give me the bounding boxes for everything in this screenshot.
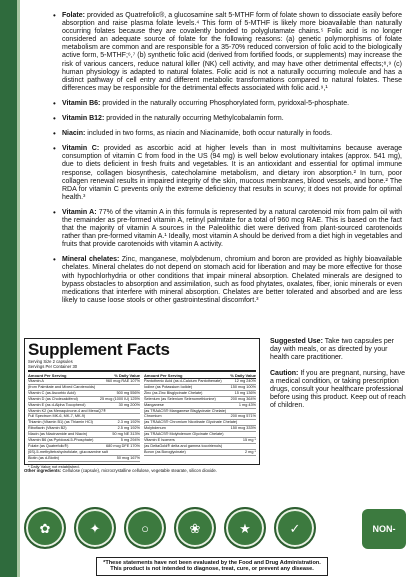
bullet-folate — [62, 12, 402, 93]
usage-notes — [270, 338, 406, 418]
dv-header: % Daily Value — [114, 373, 140, 378]
nutrient-label: Vitamin K2 (as Menaquinone-4 and MenaQ7® — [28, 408, 106, 413]
amount-header: Amount Per Serving — [144, 373, 183, 378]
nutrient-amount: 200 mcg 364% — [230, 396, 256, 401]
fda-disclaimer — [96, 557, 328, 576]
allergen-free-badge-icon: ★ — [224, 507, 266, 549]
bullet-name: Vitamin C: — [62, 145, 100, 153]
supplement-facts-row — [144, 450, 256, 456]
nutrient-amount: 50 mg NE 313% — [112, 432, 140, 437]
nutrient-label: Biotin (as d-Biotin) — [28, 455, 60, 460]
serving-size: Serving Size 2 capsules — [28, 359, 73, 364]
bullet-text: provided as Quatrefolic®, a glucosamine salt 5-MTHF form of folate shown to dissociate easily before absorption and raise plasma folate levels.⁴ This form of 5-MTHF is likely more bioavailable than naturally occurring folates because they are covalently bonded to polyglutamate chains.⁵ Folic acid is no longer considered an adequate source of folate for the following reasons: (a) genetic polymorphisms of folate metabolism are common and are responsible for a 35-70% reduced conversion of folic acid to the biologically active form, 5-MTHF;⁶,⁷ (b) synthetic folic acid (derived from fortified foods, or supplements) may increase the risk of various cancers, reduce natural killer (NK) cell activity, and may have other detrimental effects;⁸,⁹ (c) human physiology is adapted to natural folates. Folic acid is not a naturally occurring molecule and has a distinct pathway of cell entry and different metabolic transformations compared to natural folates. These differences may be responsible for the detrimental effects associated with folic acid.⁹,¹ — [62, 12, 402, 92]
left-green-bar-accent — [17, 0, 20, 577]
amount-header: Amount Per Serving — [28, 373, 67, 378]
nutrient-label: Iodine (as Potassium Iodide) — [144, 384, 193, 389]
bullet-text: included in two forms, as niacin and Niacinamide, both occur naturally in foods. — [85, 130, 333, 138]
non-gmo-badge: NON-GMO — [362, 509, 406, 549]
quality-badge-icon: ✓ — [274, 507, 316, 549]
bullet-text: 77% of the vitamin A in this formula is represented by a natural carotenoid mix from palm oil with the remainder as pre-formed vitamin A, retinyl palmitate for a total of 960 mcg RAE. This is based on the fact that the majority of vitamin A sources in the Paleolithic diet were derived from plant-sourced carotenoids rather than pre-formed vitamin A.¹ Ideally, most vitamin A should be derived from a diet high in vegetables and fruits that provide carotenoids with vitamin A activity. — [62, 208, 402, 249]
bullet-vitamin-c — [62, 145, 402, 202]
bullet-vitamin-b6 — [62, 100, 402, 108]
nutrient-label: (as TRAACS® Manganese Bisglycinate Chelate) — [144, 408, 227, 413]
nutrient-amount: 2.3 mg 192% — [117, 420, 140, 425]
nutrient-label: Vitamin D (as Cholecalciferol) — [28, 396, 78, 401]
supplement-facts-row — [28, 456, 140, 462]
supplement-facts-panel — [24, 338, 260, 469]
other-ingredients — [24, 468, 262, 474]
other-ingredients-text: Cellulose (capsule), microcrystalline cellulose, vegetable stearate, silicon dioxide. — [61, 468, 217, 473]
nutrient-amount: 680 mcg DFE 170% — [106, 443, 140, 448]
bullet-text: Zinc, manganese, molybdenum, chromium and boron are provided as highly bioavailable chelates. Mineral chelates do not depend on stomach acid for liberation and may be more effective for those with hypochlorhydria or other conditions that impair mineral absorption. Chelated minerals are designed to bypass obstacles to absorption and assimilation, such as food phytates, oxalates, fiber, ionic minerals or even medications that interfere with mineral absorption. Chelates are better tolerated and absorbed and are less likely to cause loose stools or other gastrointestinal discomfort.³ — [62, 256, 402, 304]
daily-value-footnote: * Daily Value not established. — [28, 463, 80, 469]
dairy-free-badge-icon: ○ — [124, 507, 166, 549]
nutrient-label: Vitamin B6 (as Pyridoxal-5-Phosphate) — [28, 438, 94, 443]
caution-text: If you are pregnant, nursing, have a medical condition, or taking prescription drugs, consult your healthcare professional before using this product. Keep out of reach of children. — [270, 369, 406, 410]
bullet-mineral-chelates — [62, 256, 402, 305]
nutrient-amount: 30 mg 200% — [118, 402, 140, 407]
supplement-facts-columns — [28, 373, 256, 462]
nutrient-label: (from Palmitate and Mixed Carotenoids) — [28, 384, 96, 389]
bullet-name: Vitamin B6: — [62, 99, 101, 107]
nutrient-amount: 960 mcg RAE 107% — [105, 379, 140, 383]
nutrient-label: Vitamin E (as d-Alpha Tocopherol) — [28, 402, 86, 407]
nutrient-amount: 500 mg 556% — [116, 390, 140, 395]
caution-label: Caution: — [270, 369, 299, 377]
servings-per-container: Servings Per Container 30 — [28, 364, 78, 369]
nutrient-label: Boron (as Boroglycinate) — [144, 449, 186, 454]
bullet-text: provided as ascorbic acid at higher levels than in most multivitamins because average consumption of vitamin C from food in the US (94 mg) is well below evolutionary intakes (approx. 541 mg), due to diets deficient in fresh fruits and vegetables. It is an antioxidant and essential for optimal immune response, collagen biosynthesis, catecholamine metabolism, and dietary iron absorption.² In turn, poor collagen renewal results in impaired integrity of the skin, mucous membranes, blood vessels, and bone.² The RDA for vitamin C prevents only the extreme deficiency that results in scurvy; it does not provide for optimal health.³ — [62, 145, 402, 201]
nutrient-amount: 200 mcg 571% — [230, 414, 256, 419]
gluten-free-badge-icon: ✦ — [74, 507, 116, 549]
nutrient-amount: 1 mg 43% — [238, 402, 256, 407]
suggested-use-label: Suggested Use: — [270, 338, 323, 345]
bullet-name: Mineral chelates: — [62, 256, 120, 264]
vegetarian-badge-icon: ✿ — [24, 507, 66, 549]
nutrient-label: Selenium (as Selenium Selenomethionine) — [144, 396, 216, 401]
nutrient-label: Niacin (as Niacinamide and Niacin) — [28, 432, 88, 437]
nutrient-label: Vitamin A — [28, 379, 44, 383]
supplement-facts-title: Supplement Facts — [28, 340, 170, 359]
nutrient-amount: 5 mg 294% — [120, 438, 140, 443]
nutrient-amount: 2.5 mg 192% — [117, 426, 140, 431]
bullet-vitamin-a — [62, 209, 402, 249]
nutrient-label: Chromium — [144, 414, 162, 419]
nutrient-label: Full Spectrum MK-6, MK-7, MK-9) — [28, 414, 86, 419]
left-green-bar — [0, 0, 17, 577]
disclaimer-line-1: *These statements have not been evaluated by the Food and Drug Administration. — [103, 560, 321, 566]
serving-info — [28, 359, 256, 372]
nutrient-label: Zinc (as Zinc Bisglycinate Chelate) — [144, 390, 203, 395]
bullet-name: Vitamin B12: — [62, 115, 105, 123]
bullet-text: provided in the naturally occurring Methylcobalamin form. — [104, 115, 284, 123]
dv-header: % Daily Value — [230, 373, 256, 378]
suggested-use-text: Take two capsules per day with meals, or as directed by your health care practitioner. — [270, 338, 394, 362]
suggested-use — [270, 338, 406, 363]
other-ingredients-label: Other ingredients: — [24, 468, 62, 473]
nutrient-amount: 150 mcg 333% — [230, 426, 256, 431]
nutrient-label: Thiamin (Vitamin B1) (as Thiamin HCl) — [28, 420, 93, 425]
nutrient-label: Vitamin E Isomers — [144, 438, 175, 443]
bullet-name: Vitamin A: — [62, 208, 97, 216]
nutrient-amount: 12 mg 240% — [234, 379, 256, 383]
nutrient-label: Riboflavin (Vitamin B2) — [28, 426, 67, 431]
bullet-name: Niacin: — [62, 130, 86, 138]
supplement-facts-left-column — [28, 373, 140, 462]
nutrient-amount: 15 mg 136% — [234, 390, 256, 395]
bullet-vitamin-b12 — [62, 115, 402, 123]
nutrient-label: Vitamin C (as Ascorbic Acid) — [28, 390, 76, 395]
nutrient-amount: 50 mcg 167% — [116, 455, 140, 460]
bullet-name: Folate: — [62, 12, 85, 19]
nutrient-label: (as DeltaGold® delta and gamma tocotrienols) — [144, 443, 223, 448]
bullet-niacin — [62, 130, 402, 138]
nutrient-label: Pantothenic Acid (as d-Calcium Pantothenate) — [144, 379, 222, 383]
soy-free-badge-icon: ❀ — [174, 507, 216, 549]
nutrient-label: (as TRAACS® Molybdenum Glycinate Chelate) — [144, 432, 224, 437]
nutrient-label: (6S)-5-methyltetrahydrofolate, glucosamine salt — [28, 449, 108, 454]
nutrient-label: Manganese — [144, 402, 164, 407]
disclaimer-line-2: This product is not intended to diagnose, treat, cure, or prevent any disease. — [110, 566, 314, 573]
nutrient-amount: 15 mg * — [242, 438, 256, 443]
nutrient-label: (as TRAACS® Chromium Nicotinate Glycinate Chelate) — [144, 420, 238, 425]
supplement-facts-right-column — [144, 373, 256, 462]
nutrient-label: Molybdenum — [144, 426, 166, 431]
bullet-text: provided in the naturally occurring Phosphorylated form, pyridoxal-5-phosphate. — [100, 99, 350, 107]
nutrient-bullet-list — [62, 12, 402, 312]
nutrient-label: Folate (as Quatrefolic®) — [28, 443, 69, 448]
nutrient-amount: 2 mg * — [245, 449, 256, 454]
caution — [270, 370, 406, 411]
nutrient-amount: 25 mcg (1000 IU) 125% — [99, 396, 140, 401]
nutrient-amount: 150 mcg 100% — [230, 384, 256, 389]
